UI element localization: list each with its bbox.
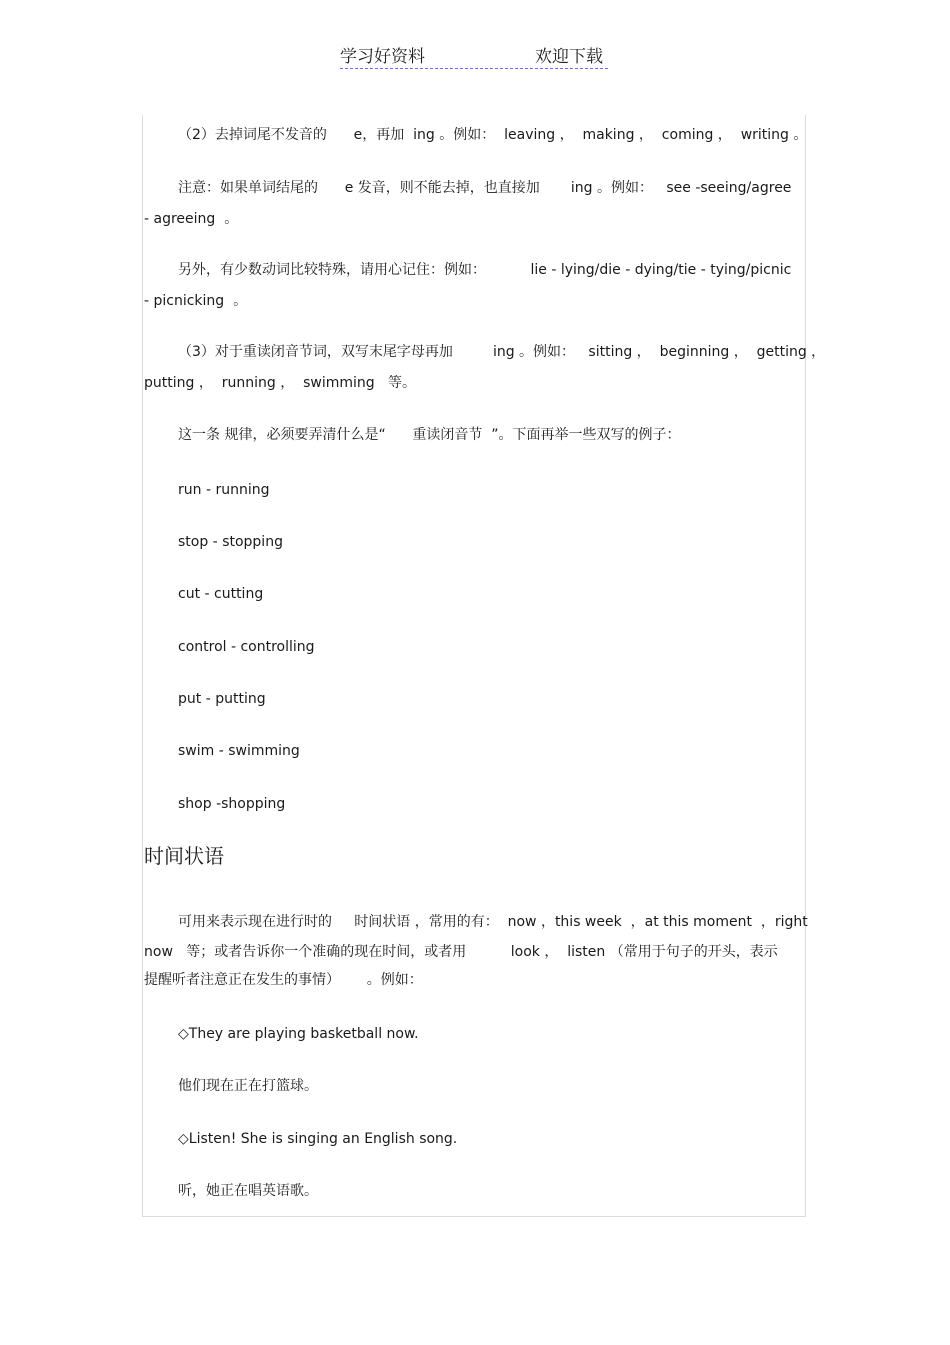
note-line-2: - agreeing 。 (144, 211, 239, 227)
example-item: stop - stopping (178, 534, 283, 550)
example-item: shop -shopping (178, 796, 286, 812)
usage-line-3: 提醒听者注意正在发生的事情） 。例如： (144, 972, 423, 988)
example-item: run - running (178, 482, 270, 498)
example-item: control - controlling (178, 639, 315, 655)
example-item: put - putting (178, 691, 266, 707)
document-body (142, 115, 826, 1217)
rule3-line-1: （3）对于重读闭音节词，双写末尾字母再加 ing 。例如： sitting ， beginning ， getting ， (178, 344, 826, 360)
example-sentence: ◇Listen! She is singing an English song. (178, 1131, 458, 1147)
example-translation: 他们现在正在打篮球。 (178, 1078, 318, 1094)
example-sentence: ◇They are playing basketball now. (178, 1026, 419, 1042)
usage-line-1: 可用来表示现在进行时的 时间状语 ，常用的有： now ，this week ，at this moment ，right (178, 914, 808, 930)
section-heading: 时间状语 (144, 844, 224, 868)
usage-line-2: now 等；或者告诉你一个准确的现在时间，或者用 look ， listen （常用于句子的开头，表示 (144, 944, 778, 960)
rule3-line-2: putting ， running ， swimming 等。 (144, 375, 417, 391)
rule-note-line: 这一条 规律，必须要弄清什么是“ 重读闭音节 ”。下面再举一些双写的例子： (178, 427, 681, 443)
page-header (340, 40, 608, 69)
header-right-text: 欢迎下载 (535, 47, 603, 67)
example-item: cut - cutting (178, 586, 264, 602)
rule2-line: （2）去掉词尾不发音的 e，再加 ing 。例如： leaving ， making ， coming ， writing 。 (178, 127, 808, 143)
header-left-text: 学习好资料 (340, 47, 425, 67)
special-line-2: - picnicking 。 (144, 293, 248, 309)
special-line-1: 另外，有少数动词比较特殊，请用心记住：例如： lie - lying/die - dying/tie - tying/picnic (178, 262, 792, 278)
example-translation: 听，她正在唱英语歌。 (178, 1183, 318, 1199)
example-item: swim - swimming (178, 743, 300, 759)
note-line-1: 注意：如果单词结尾的 e 发音，则不能去掉，也直接加 ing 。例如： see -seeing/agree (178, 180, 792, 196)
